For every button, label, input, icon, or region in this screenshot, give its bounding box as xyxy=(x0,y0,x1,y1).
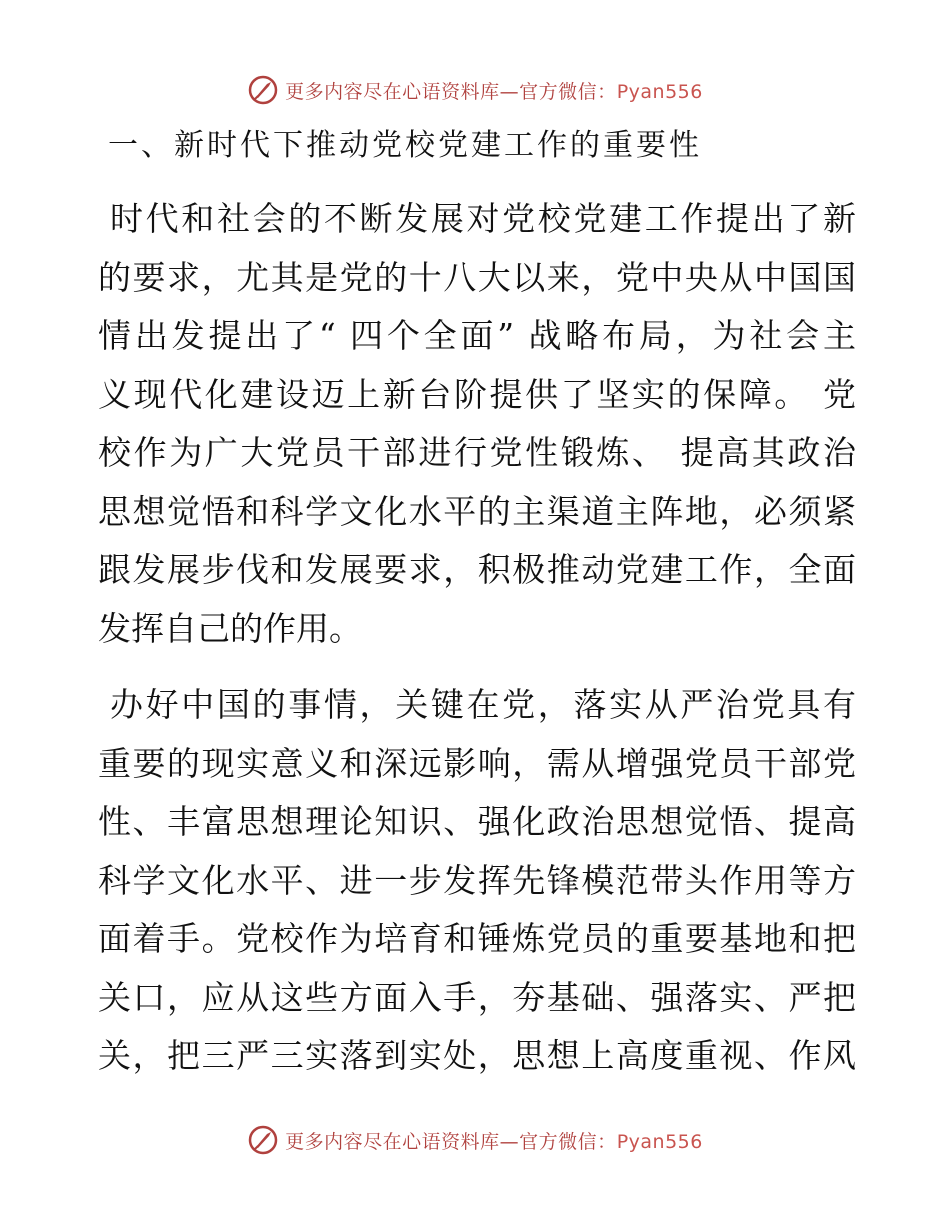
watermark-brand-text: 更多内容尽在心语资料库 xyxy=(285,1130,500,1153)
paragraph-line: 关，把三严三实落到实处，思想上高度重视、作风 xyxy=(98,1036,856,1075)
paragraph-line: 情出发提出了“ 四个全面” 战略布局，为社会主 xyxy=(98,316,856,355)
watermark-wechat-label: 官方微信： xyxy=(519,1130,617,1153)
paragraph-line: 的要求，尤其是党的十八大以来，党中央从中国国 xyxy=(98,257,856,297)
quill-pen-logo-icon xyxy=(247,1124,279,1156)
paragraph-line: 思想觉悟和科学文化水平的主渠道主阵地，必须紧 xyxy=(98,491,856,531)
paragraph-line: 发挥自己的作用。 xyxy=(98,608,362,648)
paragraph-line: 关口，应从这些方面入手，夯基础、强落实、严把 xyxy=(98,977,856,1017)
watermark-separator: — xyxy=(499,1130,520,1153)
header-watermark xyxy=(0,70,950,110)
paragraph-line: 面着手。党校作为培育和锤炼党员的重要基地和把 xyxy=(98,919,856,958)
section-heading: 一、新时代下推动党校党建工作的重要性 xyxy=(108,128,702,163)
paragraph-line: 时代和社会的不断发展对党校党建工作提出了新 xyxy=(110,199,856,238)
footer-watermark xyxy=(0,1120,950,1160)
paragraph-line: 跟发展步伐和发展要求，积极推动党建工作，全面 xyxy=(98,550,856,589)
paragraph-line: 义现代化建设迈上新台阶提供了坚实的保障。 党 xyxy=(98,374,856,414)
paragraph-line: 重要的现实意义和深远影响，需从增强党员干部党 xyxy=(98,743,856,783)
watermark-wechat-label: 官方微信： xyxy=(519,80,617,103)
paragraph-line: 科学文化水平、进一步发挥先锋模范带头作用等方 xyxy=(98,860,856,900)
watermark-wechat-id: Pyan556 xyxy=(616,80,703,103)
watermark-wechat-id: Pyan556 xyxy=(616,1130,703,1153)
paragraph-line: 校作为广大党员干部进行党性锻炼、 提高其政治 xyxy=(98,433,856,472)
paragraph-1 xyxy=(98,190,856,658)
paragraph-2 xyxy=(98,676,856,1086)
paragraph-line: 办好中国的事情，关键在党，落实从严治党具有 xyxy=(110,685,856,724)
watermark-brand-text: 更多内容尽在心语资料库 xyxy=(285,80,500,103)
watermark-separator: — xyxy=(499,80,520,103)
quill-pen-logo-icon xyxy=(247,74,279,106)
paragraph-line: 性、丰富思想理论知识、强化政治思想觉悟、提高 xyxy=(98,802,856,841)
